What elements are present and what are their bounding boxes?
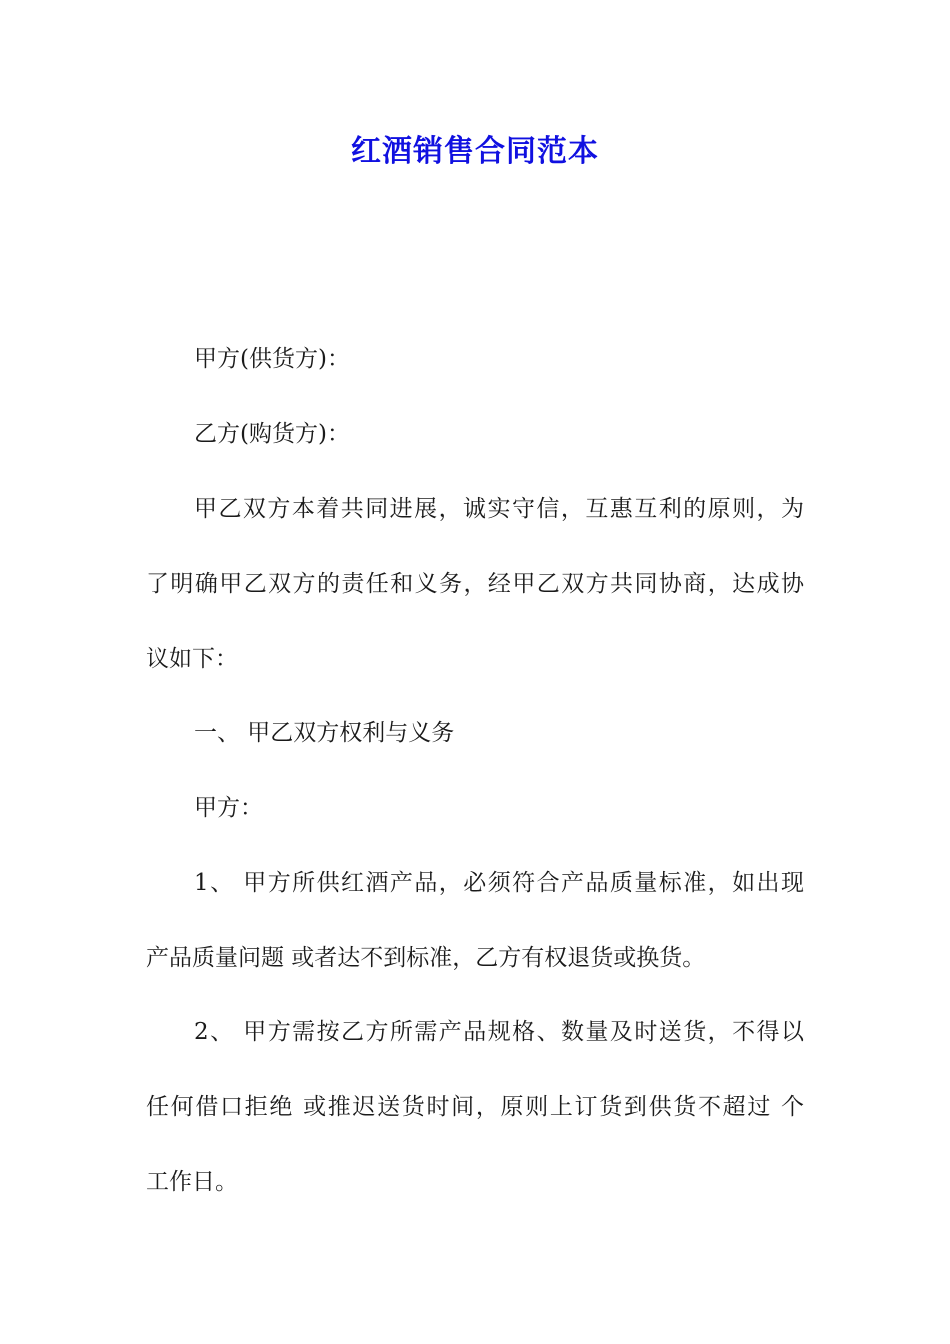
- document-title: 红酒销售合同范本: [351, 134, 599, 169]
- party-a-line: 甲方(供货方)：: [194, 346, 350, 372]
- clause-2-line-2: 任何借口拒绝 或推迟送货时间，原则上订货到供货不超过 个: [146, 1094, 804, 1120]
- clause-1-line-2: 产品质量问题 或者达不到标准，乙方有权退货或换货。: [146, 945, 706, 971]
- section-heading: 一、 甲乙双方权利与义务: [194, 720, 455, 746]
- party-b-line: 乙方(购货方)：: [194, 421, 350, 447]
- preamble-line-1: 甲乙双方本着共同进展，诚实守信，互惠互利的原则，为: [194, 496, 804, 522]
- clause-1-line-1: 1、 甲方所供红酒产品，必须符合产品质量标准，如出现: [194, 870, 804, 896]
- clause-2-line-3: 工作日。: [146, 1169, 238, 1195]
- preamble-line-2: 了明确甲乙双方的责任和义务，经甲乙双方共同协商，达成协: [146, 571, 804, 597]
- preamble-line-3: 议如下：: [146, 646, 238, 672]
- party-a-subheading: 甲方：: [194, 795, 263, 821]
- clause-2-line-1: 2、 甲方需按乙方所需产品规格、数量及时送货，不得以: [194, 1019, 804, 1045]
